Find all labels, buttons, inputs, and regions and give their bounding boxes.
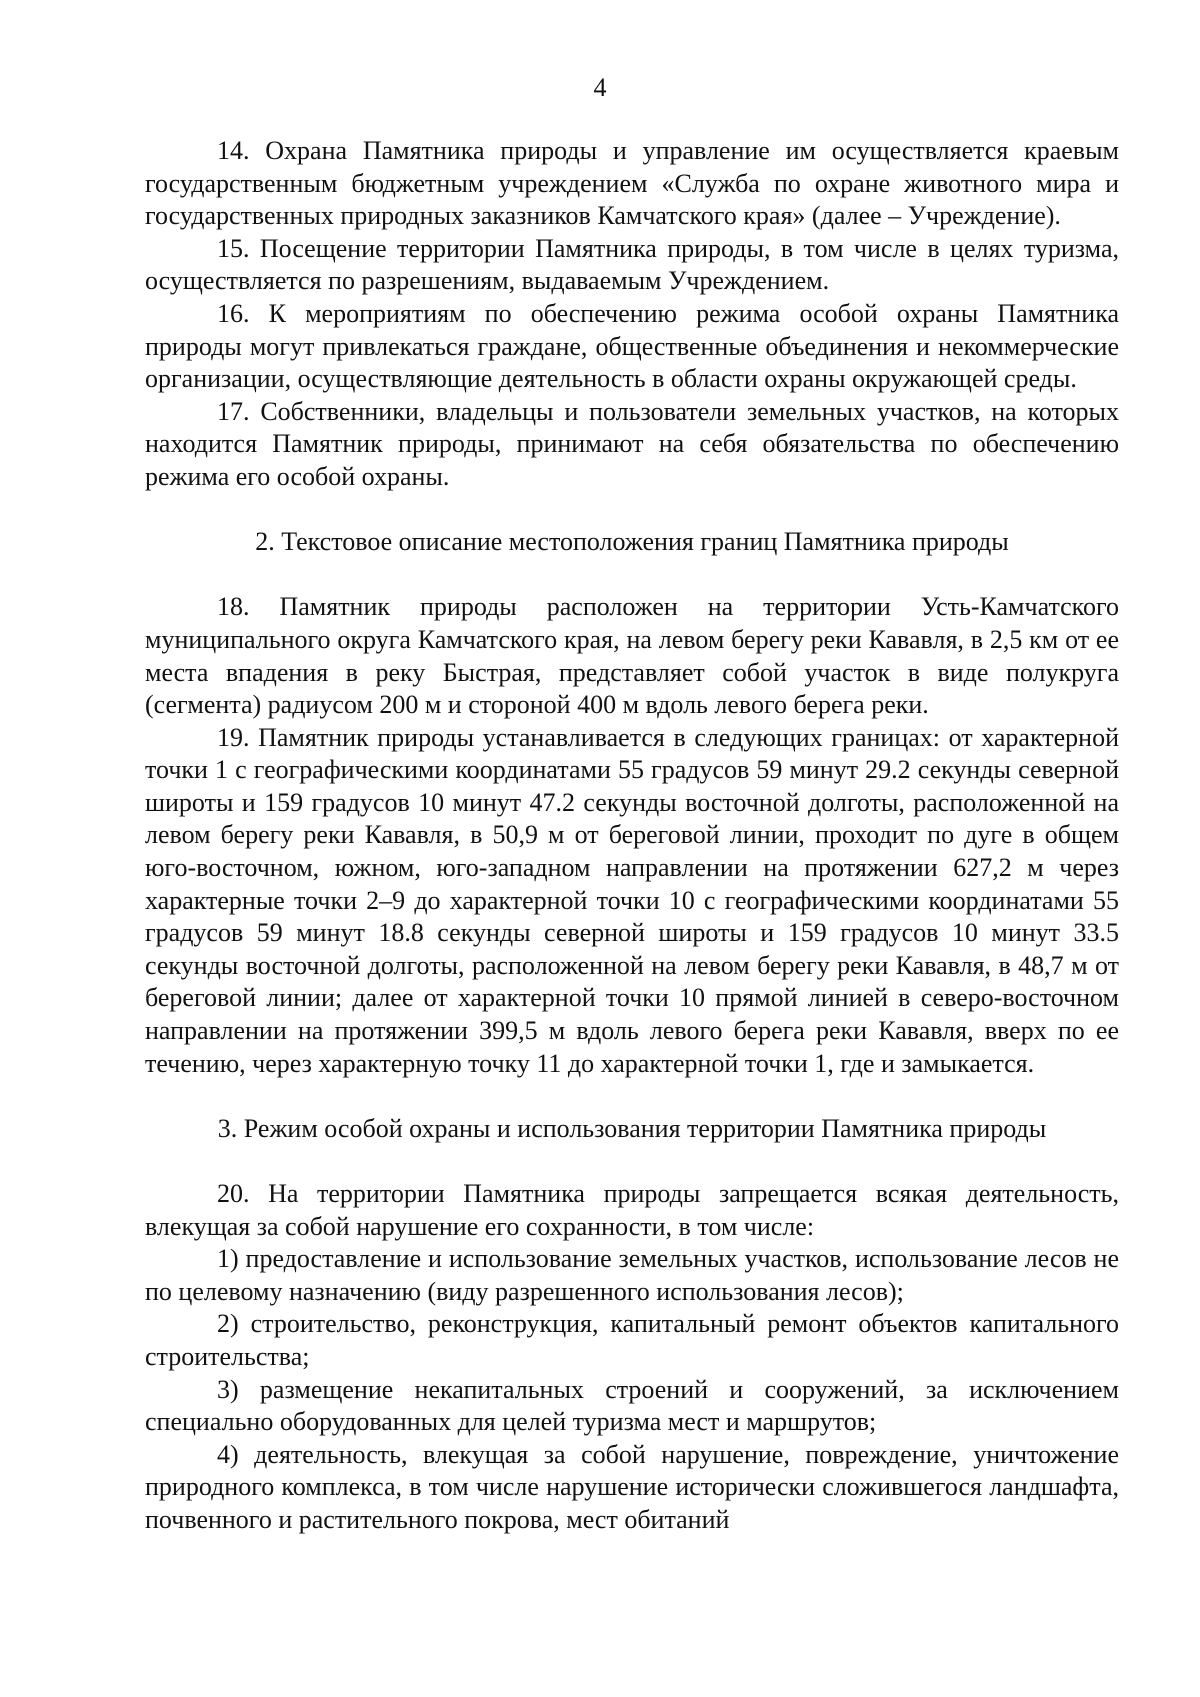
- list-item-2: 2) строительство, реконструкция, капитальный ремонт объектов капитального строительства;: [145, 1309, 1119, 1371]
- list-item-4: 4) деятельность, влекущая за собой нарушение, повреждение, уничтожение природного комплекса, в том числе нарушение исторически сложившегося ландшафта, почвенного и растительного покрова, мест обитаний: [145, 1439, 1119, 1534]
- list-item-1: 1) предоставление и использование земельных участков, использование лесов не по целевому назначению (виду разрешенного использования лесов);: [145, 1244, 1119, 1306]
- section-heading-3: 3. Режим особой охраны и использования территории Памятника природы: [217, 1113, 1047, 1143]
- paragraph-15: 15. Посещение территории Памятника природы, в том числе в целях туризма, осуществляется по разрешениям, выдаваемым Учреждением.: [145, 233, 1119, 296]
- list-item-3: 3) размещение некапитальных строений и сооружений, за исключением специально оборудованных для целей туризма мест и маршрутов;: [145, 1374, 1119, 1437]
- page-number: 4: [593, 73, 607, 102]
- spacer: [145, 559, 1119, 592]
- paragraph-19: 19. Памятник природы устанавливается в следующих границах: от характерной точки 1 с географическими координатами 55 градусов 59 минут 29.2 секунды северной широты и 159 градусов 10 минут 47.2 секунды восточной долготы, расположенной на левом берегу реки Кававля, в 50,9 м от береговой линии, проходит по дуге в общем юго-восточном, южном, юго-западном направлении на протяжении 627,2 м через характерные точки 2–9 до характерной точки 10 с географическими координатами 55 градусов 59 минут 18.8 секунды северной широты и 159 градусов 10 минут 33.5 секунды восточной долготы, расположенной на левом берегу реки Кававля, в 48,7 м от береговой линии; далее от характерной точки 10 прямой линией в северо-восточном направлении на протяжении 399,5 м вдоль левого берега реки Кававля, вверх по ее течению, через характерную точку 11 до характерной точки 1, где и замыкается.: [145, 722, 1119, 1078]
- paragraph-20: 20. На территории Памятника природы запрещается всякая деятельность, влекущая за собой нарушение его сохранности, в том числе:: [145, 1179, 1119, 1241]
- spacer: [145, 1080, 1119, 1113]
- section-heading-2: 2. Текстовое описание местоположения границ Памятника природы: [255, 527, 1009, 557]
- paragraph-14: 14. Охрана Памятника природы и управление им осуществляется краевым государственным бюджетным учреждением «Служба по охране животного мира и государственных природных заказников Камчатского края» (далее – Учреждение).: [145, 136, 1119, 231]
- spacer: [145, 1145, 1119, 1178]
- paragraph-17: 17. Собственники, владельцы и пользователи земельных участков, на которых находится Памятник природы, принимают на себя обязательства по обеспечению режима его особой охраны.: [145, 396, 1119, 491]
- document-body: [145, 135, 1119, 1537]
- spacer: [145, 494, 1119, 527]
- paragraph-18: 18. Памятник природы расположен на территории Усть-Камчатского муниципального округа Камчатского края, на левом берегу реки Кававля, в 2,5 км от ее места впадения в реку Быстрая, представляет собой участок в виде полукруга (сегмента) радиусом 200 м и стороной 400 м вдоль левого берега реки.: [145, 592, 1119, 720]
- paragraph-16: 16. К мероприятиям по обеспечению режима особой охраны Памятника природы могут привлекаться граждане, общественные объединения и некоммерческие организации, осуществляющие деятельность в области охраны окружающей среды.: [145, 298, 1119, 394]
